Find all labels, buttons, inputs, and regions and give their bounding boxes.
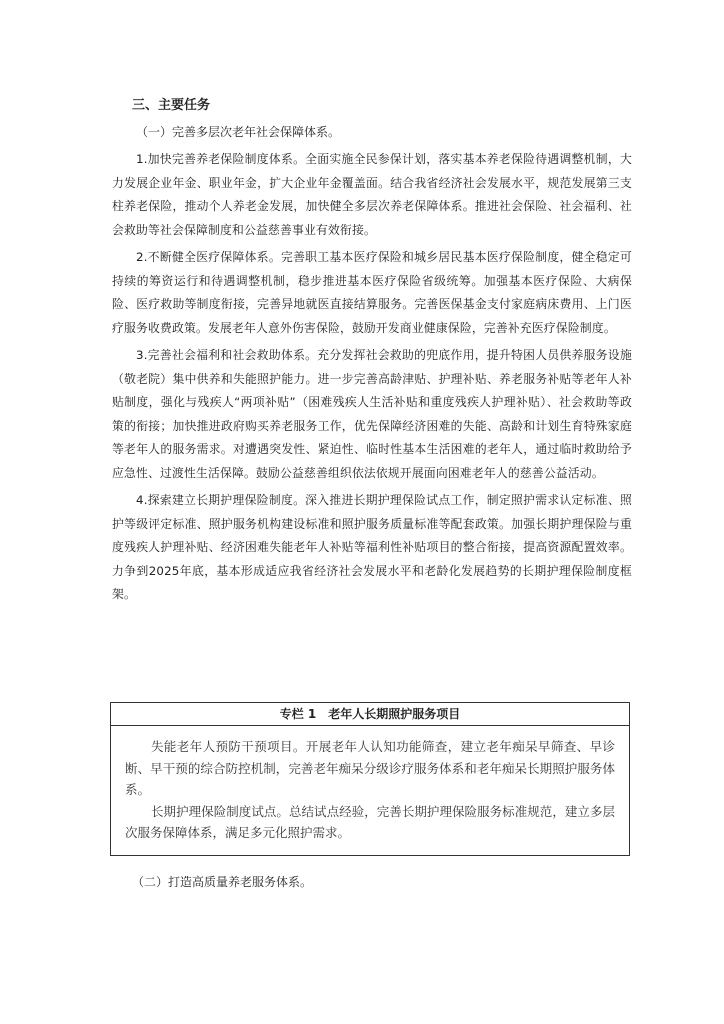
subsection-heading: （一）完善多层次老年社会保障体系。 bbox=[136, 125, 341, 139]
paragraph-medical: 2.不断健全医疗保障体系。完善职工基本医疗保险和城乡居民基本医疗保险制度，健全稳定可持续的筹资运行和待遇调整机制，稳步推进基本医疗保险省级统筹。加强基本医疗保险、大病保险、医疗救助等制度衔接，完善异地就医直接结算服务。完善医保基金支付家庭病床费用、上门医疗服务收费政策。发展老年人意外伤害保险，鼓励开发商业健康保险，完善补充医疗保险制度。 bbox=[112, 250, 632, 335]
column-box-title: 专栏 1 老年人长期照护服务项目 bbox=[111, 703, 629, 726]
main-content bbox=[112, 96, 632, 611]
paragraph-pension: 1.加快完善养老保险制度体系。全面实施全民参保计划，落实基本养老保险待遇调整机制，大力发展企业年金、职业年金，扩大企业年金覆盖面。结合我省经济社会发展水平，规范发展第三支柱养老保险，推动个人养老金发展，加快健全多层次养老保障体系。推进社会保险、社会福利、社会救助等社会保障制度和公益慈善事业有效衔接。 bbox=[112, 152, 632, 237]
column-box-paragraph: 长期护理保险制度试点。总结试点经验，完善长期护理保险服务标准规范，建立多层次服务保障体系，满足多元化照护需求。 bbox=[125, 803, 615, 840]
column-box-paragraph: 失能老年人预防干预项目。开展老年人认知功能筛查，建立老年痴呆早筛查、早诊断、早干预的综合防控机制，完善老年痴呆分级诊疗服务体系和老年痴呆长期照护服务体系。 bbox=[125, 739, 615, 797]
column-box-body bbox=[111, 726, 629, 844]
next-subsection-heading: （二）打造高质量养老服务体系。 bbox=[132, 875, 313, 889]
paragraph-welfare: 3.完善社会福利和社会救助体系。充分发挥社会救助的兜底作用，提升特困人员供养服务设施（敬老院）集中供养和失能照护能力。进一步完善高龄津贴、护理补贴、养老服务补贴等老年人补贴制度，强化与残疾人“两项补贴”（困难残疾人生活补贴和重度残疾人护理补贴）、社会救助等政策的衔接；加快推进政府购买养老服务工作，优先保障经济困难的失能、高龄和计划生育特殊家庭等老年人的服务需求。对遭遇突发性、紧迫性、临时性基本生活困难的老年人，通过临时救助给予应急性、过渡性生活保障。鼓励公益慈善组织依法依规开展面向困难老年人的慈善公益活动。 bbox=[112, 348, 632, 480]
paragraph-long-term-care: 4.探索建立长期护理保险制度。深入推进长期护理保险试点工作，制定照护需求认定标准、照护等级评定标准、照护服务机构建设标准和照护服务质量标准等配套政策。加强长期护理保险与重度残疾人护理补贴、经济困难失能老年人补贴等福利性补贴项目的整合衔接，提高资源配置效率。力争到2025年底，基本形成适应我省经济社会发展水平和老龄化发展趋势的长期护理保险制度框架。 bbox=[112, 493, 632, 601]
column-box bbox=[110, 702, 630, 856]
section-heading: 三、主要任务 bbox=[132, 98, 211, 113]
